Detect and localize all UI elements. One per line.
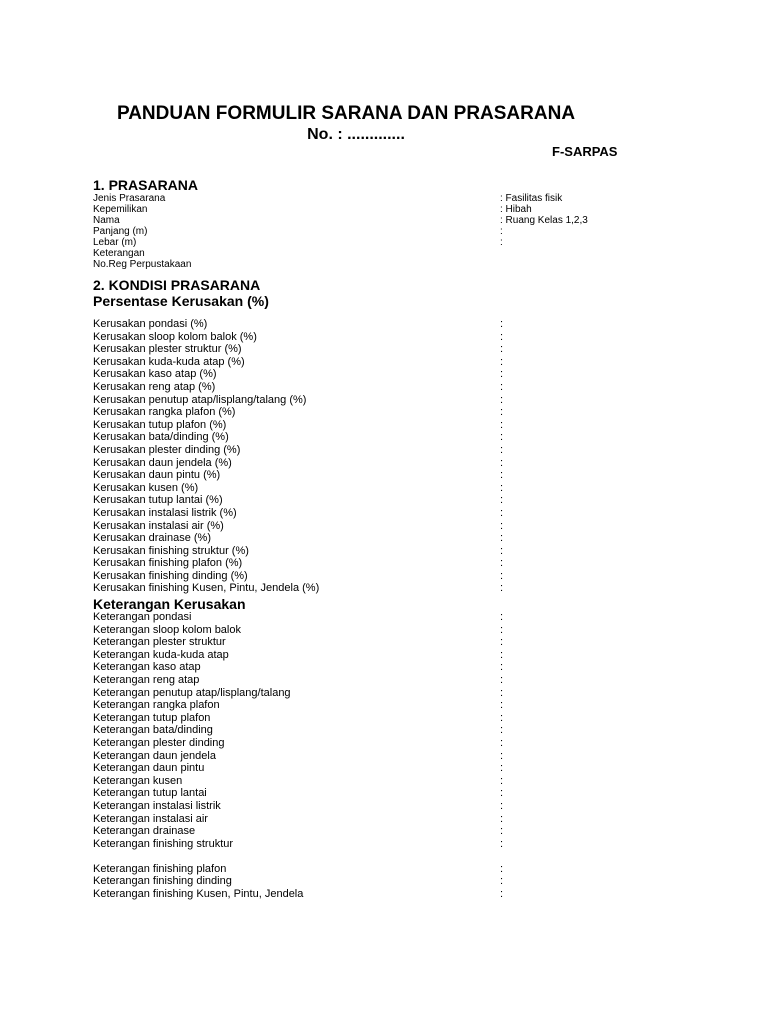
keterangan-kerusakan-heading: Keterangan Kerusakan xyxy=(93,596,246,612)
field-label: Kerusakan sloop kolom balok (%) xyxy=(93,330,257,343)
field-label: Keterangan finishing struktur xyxy=(93,837,234,850)
form-code: F-SARPAS xyxy=(552,144,618,159)
field-label: Keterangan penutup atap/lisplang/talang xyxy=(93,686,291,699)
field-row xyxy=(93,532,613,545)
field-row xyxy=(93,204,613,215)
field-label: Keterangan plester dinding xyxy=(93,736,225,749)
field-value: : xyxy=(500,368,504,381)
field-label: Keterangan bata/dinding xyxy=(93,724,213,737)
field-value: : xyxy=(500,812,504,825)
field-label: Keterangan finishing dinding xyxy=(93,875,232,888)
field-row xyxy=(93,482,613,495)
field-value: : xyxy=(500,661,504,674)
field-label: Keterangan sloop kolom balok xyxy=(93,623,241,636)
field-row xyxy=(93,687,613,700)
field-label: Kerusakan finishing Kusen, Pintu, Jendela (%) xyxy=(93,582,320,595)
field-value: : xyxy=(500,380,504,393)
field-row xyxy=(93,750,613,763)
field-label: Kerusakan kaso atap (%) xyxy=(93,368,217,381)
field-value: : xyxy=(500,569,504,582)
field-row xyxy=(93,875,613,888)
field-row xyxy=(93,737,613,750)
field-value: : xyxy=(500,544,504,557)
field-value: : xyxy=(500,787,504,800)
field-label: Kerusakan finishing dinding (%) xyxy=(93,569,248,582)
field-row xyxy=(93,237,613,248)
field-value: : xyxy=(500,636,504,649)
field-row xyxy=(93,724,613,737)
field-row xyxy=(93,457,613,470)
field-row xyxy=(93,469,613,482)
field-label: Kerusakan finishing plafon (%) xyxy=(93,557,243,570)
field-label: Keterangan xyxy=(93,248,145,259)
field-row xyxy=(93,636,613,649)
field-label: Kerusakan instalasi air (%) xyxy=(93,519,224,532)
field-value: : xyxy=(500,237,503,248)
field-label: Kerusakan bata/dinding (%) xyxy=(93,431,229,444)
kerusakan-fields xyxy=(93,318,613,595)
field-row xyxy=(93,444,613,457)
field-label: Keterangan pondasi xyxy=(93,611,192,623)
field-row xyxy=(93,368,613,381)
field-value: : xyxy=(500,494,504,507)
field-row xyxy=(93,520,613,533)
field-value: : xyxy=(500,469,504,482)
spacer xyxy=(93,850,613,863)
field-row xyxy=(93,775,613,788)
field-value: : xyxy=(500,673,504,686)
keterangan-fields xyxy=(93,611,613,901)
field-row xyxy=(93,545,613,558)
field-value: : xyxy=(500,837,504,850)
field-label: Keterangan kaso atap xyxy=(93,661,201,674)
field-row xyxy=(93,394,613,407)
field-value: : xyxy=(500,825,504,838)
field-value: : xyxy=(500,724,504,737)
field-value: : xyxy=(500,431,504,444)
field-value: : xyxy=(500,418,504,431)
field-label: Kerusakan finishing struktur (%) xyxy=(93,544,249,557)
field-label: Kerusakan tutup plafon (%) xyxy=(93,418,227,431)
field-row xyxy=(93,762,613,775)
field-value: : xyxy=(500,519,504,532)
field-row xyxy=(93,507,613,520)
field-value: : xyxy=(500,318,504,330)
field-row xyxy=(93,494,613,507)
field-row xyxy=(93,787,613,800)
field-label: Keterangan plester struktur xyxy=(93,636,226,649)
section-kondisi-heading: 2. KONDISI PRASARANA xyxy=(93,277,261,293)
field-label: Kerusakan drainase (%) xyxy=(93,532,212,545)
field-row xyxy=(93,611,613,624)
field-row xyxy=(93,193,613,204)
field-value: : xyxy=(500,226,503,237)
field-label: No.Reg Perpustakaan xyxy=(93,259,192,270)
field-label: Keterangan instalasi air xyxy=(93,812,208,825)
field-label: Keterangan kuda-kuda atap xyxy=(93,648,229,661)
field-label: Keterangan rangka plafon xyxy=(93,699,220,712)
field-value: : Ruang Kelas 1,2,3 xyxy=(500,215,588,226)
field-row xyxy=(93,406,613,419)
document-number: No. : ............. xyxy=(307,126,405,143)
field-value: : xyxy=(500,393,504,406)
field-label: Keterangan reng atap xyxy=(93,673,200,686)
field-value: : xyxy=(500,762,504,775)
field-value: : xyxy=(500,749,504,762)
field-label: Kerusakan pondasi (%) xyxy=(93,318,208,330)
field-value: : xyxy=(500,875,504,888)
field-value: : Hibah xyxy=(500,204,532,215)
field-row xyxy=(93,343,613,356)
field-row xyxy=(93,800,613,813)
field-label: Keterangan finishing plafon xyxy=(93,862,227,875)
field-label: Keterangan drainase xyxy=(93,825,196,838)
field-row xyxy=(93,248,613,259)
field-row xyxy=(93,863,613,876)
field-row xyxy=(93,570,613,583)
field-value: : xyxy=(500,343,504,356)
field-row xyxy=(93,215,613,226)
field-label: Kerusakan plester struktur (%) xyxy=(93,343,242,356)
field-value: : xyxy=(500,532,504,545)
field-row xyxy=(93,419,613,432)
field-row xyxy=(93,331,613,344)
field-row xyxy=(93,557,613,570)
field-row xyxy=(93,712,613,725)
field-row xyxy=(93,661,613,674)
persentase-kerusakan-heading: Persentase Kerusakan (%) xyxy=(93,293,269,309)
prasarana-fields xyxy=(93,193,613,270)
field-label: Keterangan tutup lantai xyxy=(93,787,207,800)
field-value: : xyxy=(500,355,504,368)
field-label: Nama xyxy=(93,215,120,226)
field-value: : xyxy=(500,623,504,636)
field-label: Kerusakan tutup lantai (%) xyxy=(93,494,223,507)
field-label: Keterangan instalasi listrik xyxy=(93,799,221,812)
field-value: : xyxy=(500,611,504,623)
field-value: : xyxy=(500,506,504,519)
field-value: : xyxy=(500,443,504,456)
field-label: Kerusakan daun pintu (%) xyxy=(93,469,221,482)
field-row xyxy=(93,356,613,369)
field-label: Keterangan tutup plafon xyxy=(93,711,211,724)
field-label: Keterangan kusen xyxy=(93,774,183,787)
field-value: : xyxy=(500,481,504,494)
field-value: : xyxy=(500,699,504,712)
field-value: : xyxy=(500,711,504,724)
field-label: Kerusakan kuda-kuda atap (%) xyxy=(93,355,245,368)
field-value: : xyxy=(500,862,504,875)
field-label: Kepemilikan xyxy=(93,204,148,215)
field-row xyxy=(93,699,613,712)
field-label: Panjang (m) xyxy=(93,226,148,237)
field-label: Kerusakan rangka plafon (%) xyxy=(93,406,236,419)
field-row xyxy=(93,649,613,662)
field-row xyxy=(93,838,613,851)
field-label: Kerusakan reng atap (%) xyxy=(93,380,216,393)
field-row xyxy=(93,381,613,394)
field-value: : xyxy=(500,330,504,343)
field-label: Lebar (m) xyxy=(93,237,137,248)
field-value: : xyxy=(500,582,504,595)
field-row xyxy=(93,813,613,826)
field-row xyxy=(93,674,613,687)
field-row xyxy=(93,318,613,331)
field-label: Kerusakan plester dinding (%) xyxy=(93,443,241,456)
field-value: : xyxy=(500,406,504,419)
field-value: : xyxy=(500,648,504,661)
field-label: Keterangan finishing Kusen, Pintu, Jendela xyxy=(93,888,304,901)
field-label: Keterangan daun pintu xyxy=(93,762,205,775)
field-value: : xyxy=(500,736,504,749)
field-label: Kerusakan instalasi listrik (%) xyxy=(93,506,237,519)
field-value: : xyxy=(500,456,504,469)
field-row xyxy=(93,259,613,270)
field-value: : xyxy=(500,888,504,901)
field-value: : Fasilitas fisik xyxy=(500,193,563,204)
field-value: : xyxy=(500,799,504,812)
field-value: : xyxy=(500,686,504,699)
field-label: Kerusakan kusen (%) xyxy=(93,481,199,494)
field-value: : xyxy=(500,774,504,787)
field-value: : xyxy=(500,557,504,570)
field-row xyxy=(93,582,613,595)
field-row xyxy=(93,226,613,237)
field-label: Kerusakan daun jendela (%) xyxy=(93,456,232,469)
section-prasarana-heading: 1. PRASARANA xyxy=(93,177,199,193)
field-row xyxy=(93,624,613,637)
field-row xyxy=(93,888,613,901)
field-row xyxy=(93,431,613,444)
field-label: Keterangan daun jendela xyxy=(93,749,216,762)
field-label: Kerusakan penutup atap/lisplang/talang (%) xyxy=(93,393,307,406)
field-row xyxy=(93,825,613,838)
field-label: Jenis Prasarana xyxy=(93,193,166,204)
document-title: PANDUAN FORMULIR SARANA DAN PRASARANA xyxy=(116,103,576,124)
